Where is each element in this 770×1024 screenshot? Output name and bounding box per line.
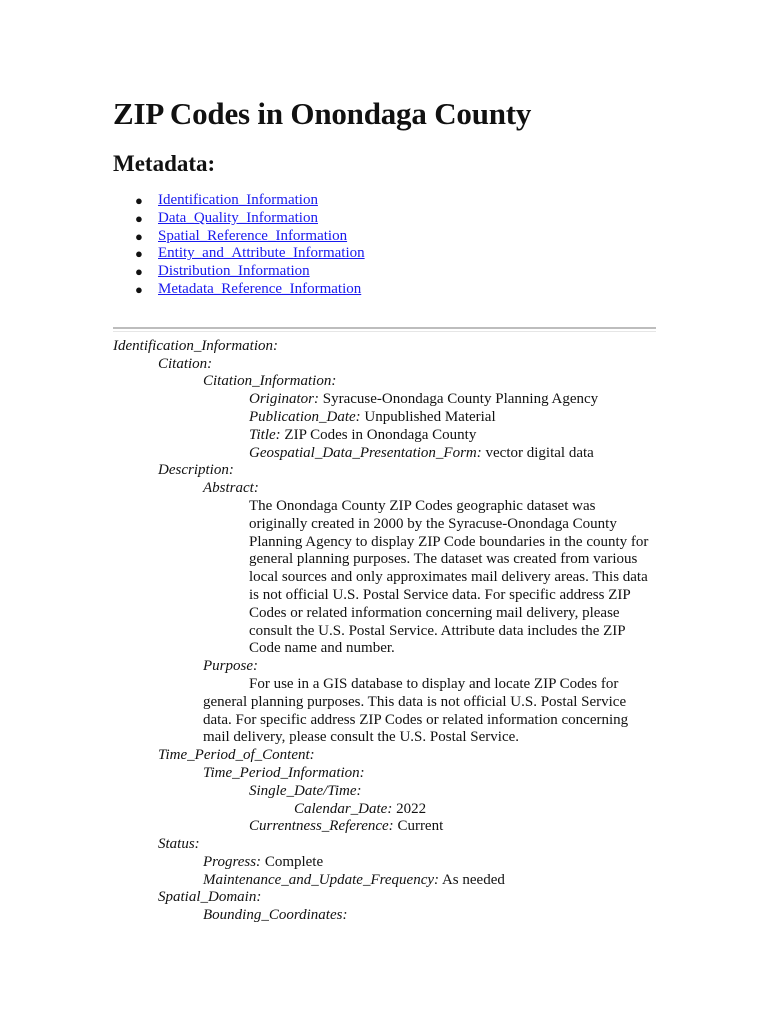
toc-link-identification[interactable]: Identification_Information <box>158 192 318 208</box>
metadata-heading: Metadata: <box>113 151 216 176</box>
section-divider <box>113 327 656 332</box>
calendar-date-value: 2022 <box>396 800 427 817</box>
maintenance-value: As needed <box>441 871 505 888</box>
progress-value: Complete <box>264 853 324 870</box>
citation-label: Citation: <box>158 355 213 372</box>
citation-info-label: Citation_Information: <box>203 373 337 390</box>
originator-label: Originator: <box>249 391 320 408</box>
metadata-page <box>113 88 658 925</box>
abstract-text: The Onondaga County ZIP Codes geographic dataset was originally created in 2000 by the Syracuse-Onondaga County Planning Agency to display ZIP Code boundaries in the county for general planning purposes. The dataset was created from various local sources and only approximates mail delivery areas. This data is not official U.S. Postal Service data. For specific address ZIP Codes or related information concerning mail delivery, please consult the U.S. Postal Service. Attribute data includes the ZIP Code name and number. <box>249 497 649 657</box>
title-value: ZIP Codes in Onondaga County <box>284 426 477 443</box>
currentness-value: Current <box>397 818 444 835</box>
page-title: ZIP Codes in Onondaga County <box>113 96 532 131</box>
toc-link-spatial-reference[interactable]: Spatial_Reference_Information <box>158 227 348 244</box>
publication-date-value: Unpublished Material <box>364 408 496 425</box>
toc-item <box>113 263 658 281</box>
publication-date-label: Publication_Date: <box>249 408 361 425</box>
bullet-icon: ● <box>135 228 143 244</box>
bullet-icon: ● <box>135 246 143 262</box>
toc-item <box>113 210 658 228</box>
originator-value: Syracuse-Onondaga County Planning Agency <box>322 391 599 408</box>
toc-item <box>113 192 658 210</box>
bounding-coordinates-label: Bounding_Coordinates: <box>203 907 348 924</box>
single-date-label: Single_Date/Time: <box>249 782 362 799</box>
description-label: Description: <box>158 462 234 479</box>
progress-label: Progress: <box>203 853 262 870</box>
toc-item <box>113 281 658 299</box>
spatial-domain-label: Spatial_Domain: <box>158 889 262 906</box>
title-label: Title: <box>249 426 281 443</box>
time-period-label: Time_Period_of_Content: <box>158 747 315 764</box>
identification-label: Identification_Information: <box>113 337 278 354</box>
abstract-label: Abstract: <box>203 480 259 497</box>
toc-link-metadata-reference[interactable]: Metadata_Reference_Information <box>158 280 362 297</box>
toc-link-data-quality[interactable]: Data_Quality_Information <box>158 209 318 226</box>
status-label: Status: <box>158 836 200 853</box>
bullet-icon: ● <box>135 210 143 226</box>
identification-section <box>113 338 658 925</box>
calendar-date-label: Calendar_Date: <box>294 800 393 817</box>
table-of-contents <box>113 192 658 299</box>
toc-item <box>113 245 658 263</box>
bullet-icon: ● <box>135 193 143 208</box>
toc-link-distribution[interactable]: Distribution_Information <box>158 263 310 280</box>
currentness-label: Currentness_Reference: <box>249 818 394 835</box>
presentation-form-label: Geospatial_Data_Presentation_Form: <box>249 444 482 461</box>
toc-link-entity-attribute[interactable]: Entity_and_Attribute_Information <box>158 245 365 262</box>
time-period-info-label: Time_Period_Information: <box>203 764 365 781</box>
toc-item <box>113 228 658 246</box>
purpose-label: Purpose: <box>203 658 258 675</box>
bullet-icon: ● <box>135 281 143 297</box>
bullet-icon: ● <box>135 264 143 280</box>
maintenance-label: Maintenance_and_Update_Frequency: <box>203 871 440 888</box>
purpose-text: For use in a GIS database to display and locate ZIP Codes for general planning purposes. This data is not official U.S. Postal Service data. For specific address ZIP Codes or related information concerning mail delivery, please consult the U.S. Postal Service. <box>203 675 629 746</box>
presentation-form-value: vector digital data <box>485 444 594 461</box>
